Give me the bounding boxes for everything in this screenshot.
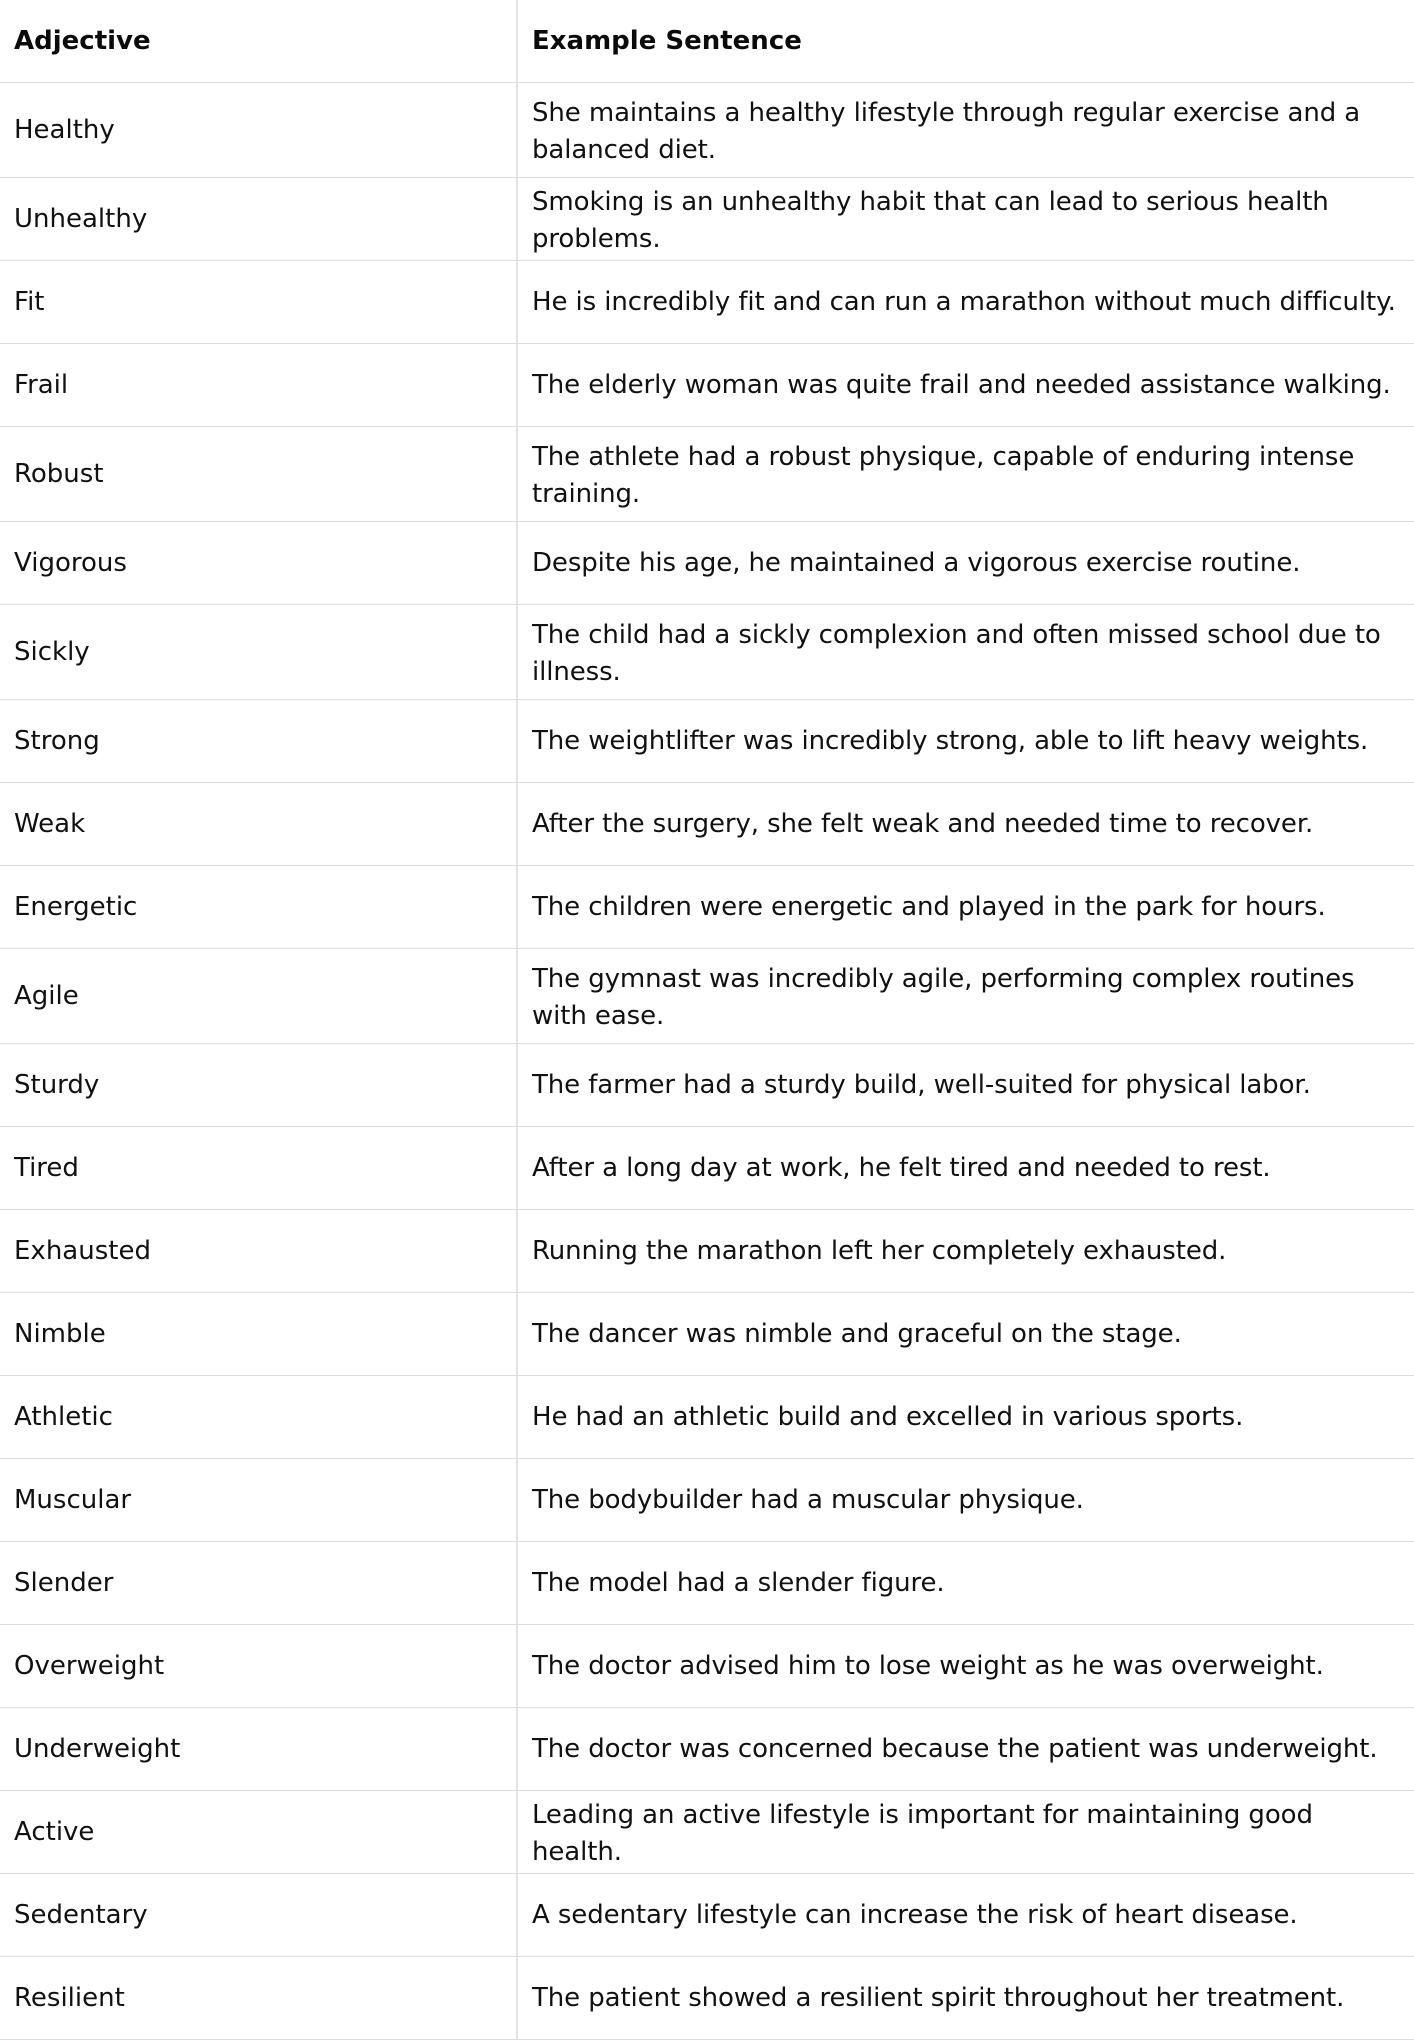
example-sentence-cell [517, 261, 1414, 344]
adjective-text: Sickly [14, 636, 90, 667]
adjective-text: Energetic [14, 891, 138, 922]
example-sentence-text: After the surgery, she felt weak and needed time to recover. [532, 808, 1314, 839]
adjective-cell [0, 783, 517, 866]
adjective-cell [0, 1542, 517, 1625]
example-sentence-cell [517, 1542, 1414, 1625]
table-row [0, 1625, 1414, 1708]
header-adjective: Adjective [0, 0, 517, 83]
example-sentence-cell [517, 1210, 1414, 1293]
example-sentence-cell [517, 700, 1414, 783]
example-sentence-text: The athlete had a robust physique, capable of enduring intense training. [532, 442, 1355, 509]
adjective-text: Frail [14, 369, 69, 400]
adjective-cell [0, 83, 517, 178]
adjective-cell [0, 427, 517, 522]
example-sentence-cell [517, 783, 1414, 866]
adjective-text: Muscular [14, 1484, 132, 1515]
example-sentence-cell [517, 344, 1414, 427]
adjective-text: Strong [14, 725, 100, 756]
adjective-cell [0, 1127, 517, 1210]
adjective-text: Unhealthy [14, 203, 148, 234]
adjective-text: Healthy [14, 114, 115, 145]
table-body [0, 83, 1414, 2040]
example-sentence-cell [517, 178, 1414, 261]
example-sentence-text: The doctor was concerned because the patient was underweight. [532, 1733, 1378, 1764]
example-sentence-cell [517, 427, 1414, 522]
example-sentence-cell [517, 949, 1414, 1044]
example-sentence-text: The weightlifter was incredibly strong, able to lift heavy weights. [532, 725, 1369, 756]
example-sentence-cell [517, 522, 1414, 605]
example-sentence-cell [517, 605, 1414, 700]
example-sentence-text: The farmer had a sturdy build, well-suited for physical labor. [532, 1069, 1311, 1100]
adjective-cell [0, 1625, 517, 1708]
example-sentence-text: She maintains a healthy lifestyle through regular exercise and a balanced diet. [532, 98, 1361, 165]
adjective-text: Sedentary [14, 1899, 148, 1930]
table-row [0, 1210, 1414, 1293]
table-row [0, 605, 1414, 700]
table-row [0, 1459, 1414, 1542]
adjective-cell [0, 1293, 517, 1376]
adjective-cell [0, 1874, 517, 1957]
example-sentence-cell [517, 1376, 1414, 1459]
example-sentence-cell [517, 1957, 1414, 2040]
adjective-cell [0, 522, 517, 605]
example-sentence-cell [517, 83, 1414, 178]
example-sentence-text: The child had a sickly complexion and often missed school due to illness. [532, 620, 1381, 687]
example-sentence-cell [517, 1044, 1414, 1127]
example-sentence-cell [517, 1293, 1414, 1376]
table-row [0, 427, 1414, 522]
example-sentence-cell [517, 866, 1414, 949]
table-row [0, 83, 1414, 178]
adjective-cell [0, 949, 517, 1044]
header-row [0, 0, 1414, 83]
table-row [0, 1127, 1414, 1210]
example-sentence-cell [517, 1459, 1414, 1542]
adjective-cell [0, 866, 517, 949]
table-row [0, 1542, 1414, 1625]
table-header [0, 0, 1414, 83]
table-row [0, 522, 1414, 605]
table-row [0, 700, 1414, 783]
adjective-text: Underweight [14, 1733, 181, 1764]
example-sentence-text: A sedentary lifestyle can increase the risk of heart disease. [532, 1899, 1298, 1930]
table-row [0, 344, 1414, 427]
example-sentence-text: The elderly woman was quite frail and needed assistance walking. [532, 369, 1391, 400]
adjective-cell [0, 1044, 517, 1127]
example-sentence-text: The gymnast was incredibly agile, performing complex routines with ease. [532, 964, 1355, 1031]
example-sentence-text: Despite his age, he maintained a vigorous exercise routine. [532, 547, 1301, 578]
example-sentence-text: The model had a slender figure. [532, 1567, 945, 1598]
table-row [0, 1708, 1414, 1791]
table-row [0, 1874, 1414, 1957]
adjective-text: Fit [14, 286, 45, 317]
example-sentence-cell [517, 1791, 1414, 1874]
example-sentence-cell [517, 1874, 1414, 1957]
adjective-text: Slender [14, 1567, 114, 1598]
example-sentence-text: Smoking is an unhealthy habit that can lead to serious health problems. [532, 187, 1329, 254]
table-row [0, 1044, 1414, 1127]
table-row [0, 1957, 1414, 2040]
adjective-cell [0, 178, 517, 261]
example-sentence-text: The children were energetic and played in the park for hours. [532, 891, 1326, 922]
adjective-cell [0, 344, 517, 427]
adjective-cell [0, 1376, 517, 1459]
adjective-text: Nimble [14, 1318, 106, 1349]
adjective-text: Robust [14, 458, 104, 489]
adjective-text: Athletic [14, 1401, 113, 1432]
table-row [0, 783, 1414, 866]
example-sentence-cell [517, 1708, 1414, 1791]
adjective-text: Tired [14, 1152, 79, 1183]
table-row [0, 1376, 1414, 1459]
table-row [0, 866, 1414, 949]
example-sentence-text: The dancer was nimble and graceful on the stage. [532, 1318, 1182, 1349]
example-sentence-cell [517, 1127, 1414, 1210]
example-sentence-text: The doctor advised him to lose weight as he was overweight. [532, 1650, 1324, 1681]
table-row [0, 949, 1414, 1044]
example-sentence-text: The patient showed a resilient spirit throughout her treatment. [532, 1982, 1345, 2013]
example-sentence-text: The bodybuilder had a muscular physique. [532, 1484, 1084, 1515]
adjective-cell [0, 1459, 517, 1542]
adjective-text: Sturdy [14, 1069, 100, 1100]
adjective-cell [0, 1957, 517, 2040]
table-row [0, 261, 1414, 344]
adjective-text: Weak [14, 808, 86, 839]
example-sentence-text: He is incredibly fit and can run a marathon without much difficulty. [532, 286, 1396, 317]
adjective-text: Active [14, 1816, 95, 1847]
example-sentence-text: Leading an active lifestyle is important for maintaining good health. [532, 1800, 1313, 1867]
adjective-text: Exhausted [14, 1235, 151, 1266]
example-sentence-text: Running the marathon left her completely exhausted. [532, 1235, 1227, 1266]
table-row [0, 178, 1414, 261]
adjective-text: Overweight [14, 1650, 165, 1681]
table-row [0, 1791, 1414, 1874]
example-sentence-cell [517, 1625, 1414, 1708]
header-example-sentence: Example Sentence [517, 0, 1414, 83]
adjective-cell [0, 261, 517, 344]
adjective-cell [0, 700, 517, 783]
example-sentence-text: After a long day at work, he felt tired and needed to rest. [532, 1152, 1271, 1183]
adjective-cell [0, 1708, 517, 1791]
adjective-text: Resilient [14, 1982, 125, 2013]
adjective-cell [0, 1791, 517, 1874]
table-row [0, 1293, 1414, 1376]
example-sentence-text: He had an athletic build and excelled in various sports. [532, 1401, 1244, 1432]
adjective-text: Agile [14, 980, 79, 1011]
adjective-cell [0, 1210, 517, 1293]
adjective-text: Vigorous [14, 547, 127, 578]
adjective-cell [0, 605, 517, 700]
